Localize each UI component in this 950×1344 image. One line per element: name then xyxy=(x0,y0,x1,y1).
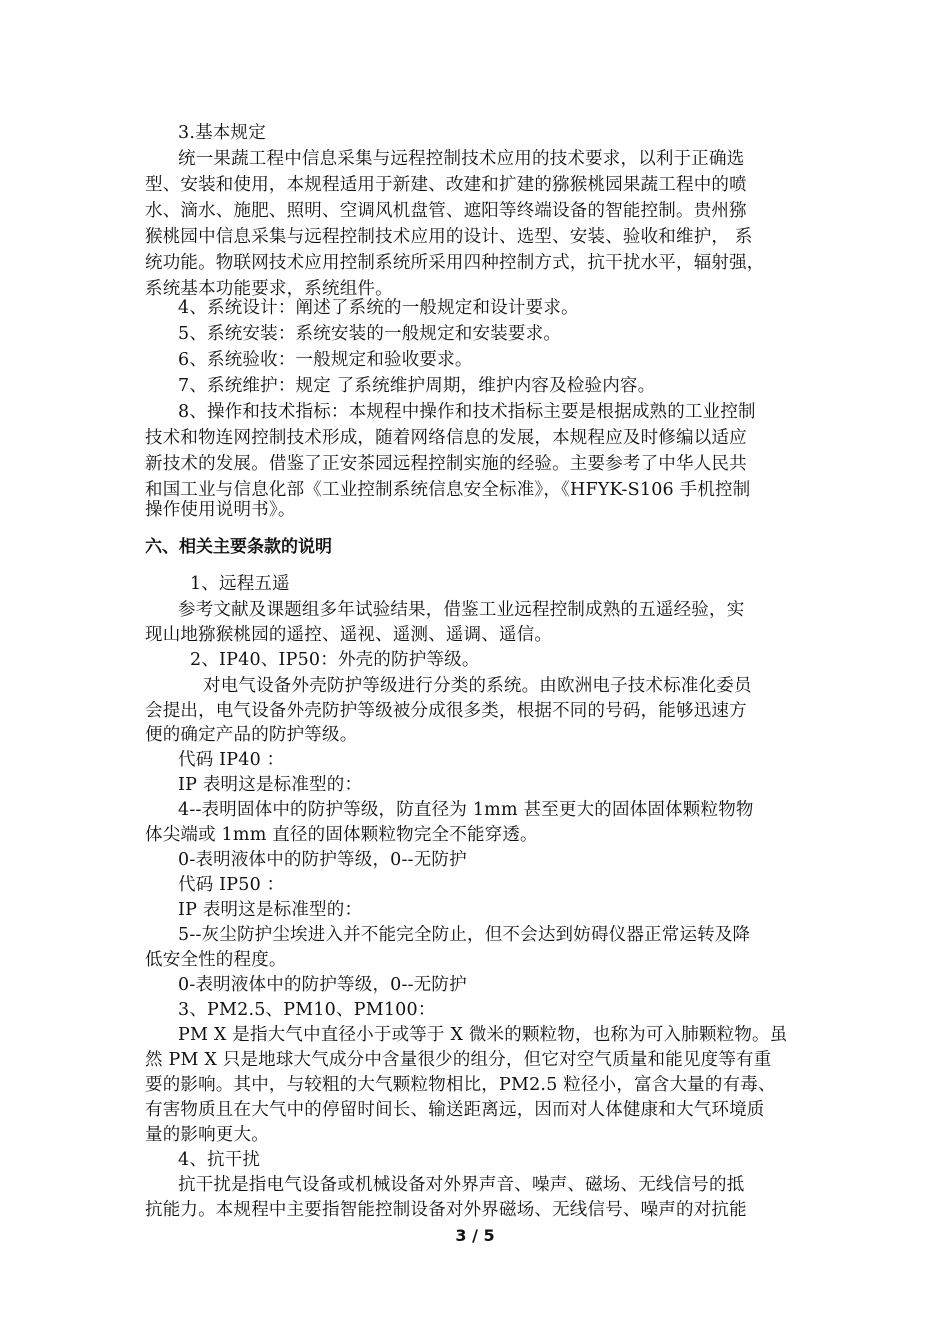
text-line: 统功能。物联网技术应用控制系统所采用四种控制方式，抗干扰水平，辐射强， xyxy=(145,253,765,273)
text-line: 4、抗干扰 xyxy=(178,1150,261,1170)
text-line: 抗干扰是指电气设备或机械设备对外界声音、噪声、磁场、无线信号的抵 xyxy=(178,1175,745,1195)
text-line: 代码 IP40 ： xyxy=(178,750,285,770)
text-line: 抗能力。本规程中主要指智能控制设备对外界磁场、无线信号、噪声的对抗能 xyxy=(145,1200,747,1220)
text-line: 7、系统维护：规定 了系统维护周期，维护内容及检验内容。 xyxy=(178,376,656,396)
text-line: 8、操作和技术指标：本规程中操作和技术指标主要是根据成熟的工业控制 xyxy=(178,402,756,422)
text-line: 1、远程五遥 xyxy=(190,574,290,594)
text-line: 猴桃园中信息采集与远程控制技术应用的设计、选型、安装、验收和维护， 系 xyxy=(145,227,753,247)
text-line: 现山地猕猴桃园的遥控、遥视、遥测、遥调、遥信。 xyxy=(145,625,553,645)
text-line: 4、系统设计：阐述了系统的一般规定和设计要求。 xyxy=(178,298,579,318)
text-line: 有害物质且在大气中的停留时间长、输送距离远，因而对人体健康和大气环境质 xyxy=(145,1100,765,1120)
text-line: 3.基本规定 xyxy=(178,123,266,143)
text-line: 型、安装和使用，本规程适用于新建、改建和扩建的猕猴桃园果蔬工程中的喷 xyxy=(145,175,747,195)
page-number: 3 / 5 xyxy=(455,1226,495,1245)
text-line: 要的影响。其中，与较粗的大气颗粒物相比，PM2.5 粒径小，富含大量的有毒、 xyxy=(145,1075,776,1095)
text-line: IP 表明这是标准型的： xyxy=(178,775,363,795)
text-line: 0-表明液体中的防护等级，0--无防护 xyxy=(178,975,467,995)
text-line: 和国工业与信息化部《工业控制系统信息安全标准》，《HFYK-S106 手机控制 xyxy=(145,480,751,500)
section-heading: 六、相关主要条款的说明 xyxy=(145,537,332,557)
text-line: 技术和物连网控制技术形成，随着网络信息的发展，本规程应及时修编以适应 xyxy=(145,428,747,448)
text-line: 对电气设备外壳防护等级进行分类的系统。由欧洲电子技术标准化委员 xyxy=(203,676,752,696)
text-line: 量的影响更大。 xyxy=(145,1125,269,1145)
text-line: 2、IP40、IP50：外壳的防护等级。 xyxy=(190,650,480,670)
text-line: 代码 IP50 ： xyxy=(178,875,285,895)
text-line: 体尖端或 1mm 直径的固体颗粒物完全不能穿透。 xyxy=(145,825,538,845)
text-line: 新技术的发展。借鉴了正安茶园远程控制实施的经验。主要参考了中华人民共 xyxy=(145,454,747,474)
text-line: 0-表明液体中的防护等级，0--无防护 xyxy=(178,850,467,870)
text-line: 系统基本功能要求，系统组件。 xyxy=(145,279,393,299)
text-line: IP 表明这是标准型的： xyxy=(178,900,363,920)
text-line: 5--灰尘防护尘埃进入并不能完全防止，但不会达到妨碍仪器正常运转及降 xyxy=(178,925,751,945)
text-line: 4--表明固体中的防护等级，防直径为 1mm 甚至更大的固体固体颗粒物物 xyxy=(178,800,754,820)
text-line: 会提出，电气设备外壳防护等级被分成很多类，根据不同的号码，能够迅速方 xyxy=(145,701,747,721)
text-line: 参考文献及课题组多年试验结果，借鉴工业远程控制成熟的五遥经验，实 xyxy=(178,600,745,620)
text-line: 3、PM2.5、PM10、PM100： xyxy=(178,1000,436,1020)
text-line: 5、系统安装：系统安装的一般规定和安装要求。 xyxy=(178,324,562,344)
text-line: 统一果蔬工程中信息采集与远程控制技术应用的技术要求，以利于正确选 xyxy=(178,149,745,169)
text-line: 低安全性的程度。 xyxy=(145,950,287,970)
text-line: 然 PM X 只是地球大气成分中含量很少的组分，但它对空气质量和能见度等有重 xyxy=(145,1050,772,1070)
text-line: 水、滴水、施肥、照明、空调风机盘管、遮阳等终端设备的智能控制。贵州猕 xyxy=(145,201,747,221)
text-line: PM X 是指大气中直径小于或等于 X 微米的颗粒物，也称为可入肺颗粒物。虽 xyxy=(178,1025,788,1045)
text-line: 操作使用说明书》。 xyxy=(145,500,296,520)
text-line: 6、系统验收：一般规定和验收要求。 xyxy=(178,350,473,370)
text-line: 便的确定产品的防护等级。 xyxy=(145,725,358,745)
